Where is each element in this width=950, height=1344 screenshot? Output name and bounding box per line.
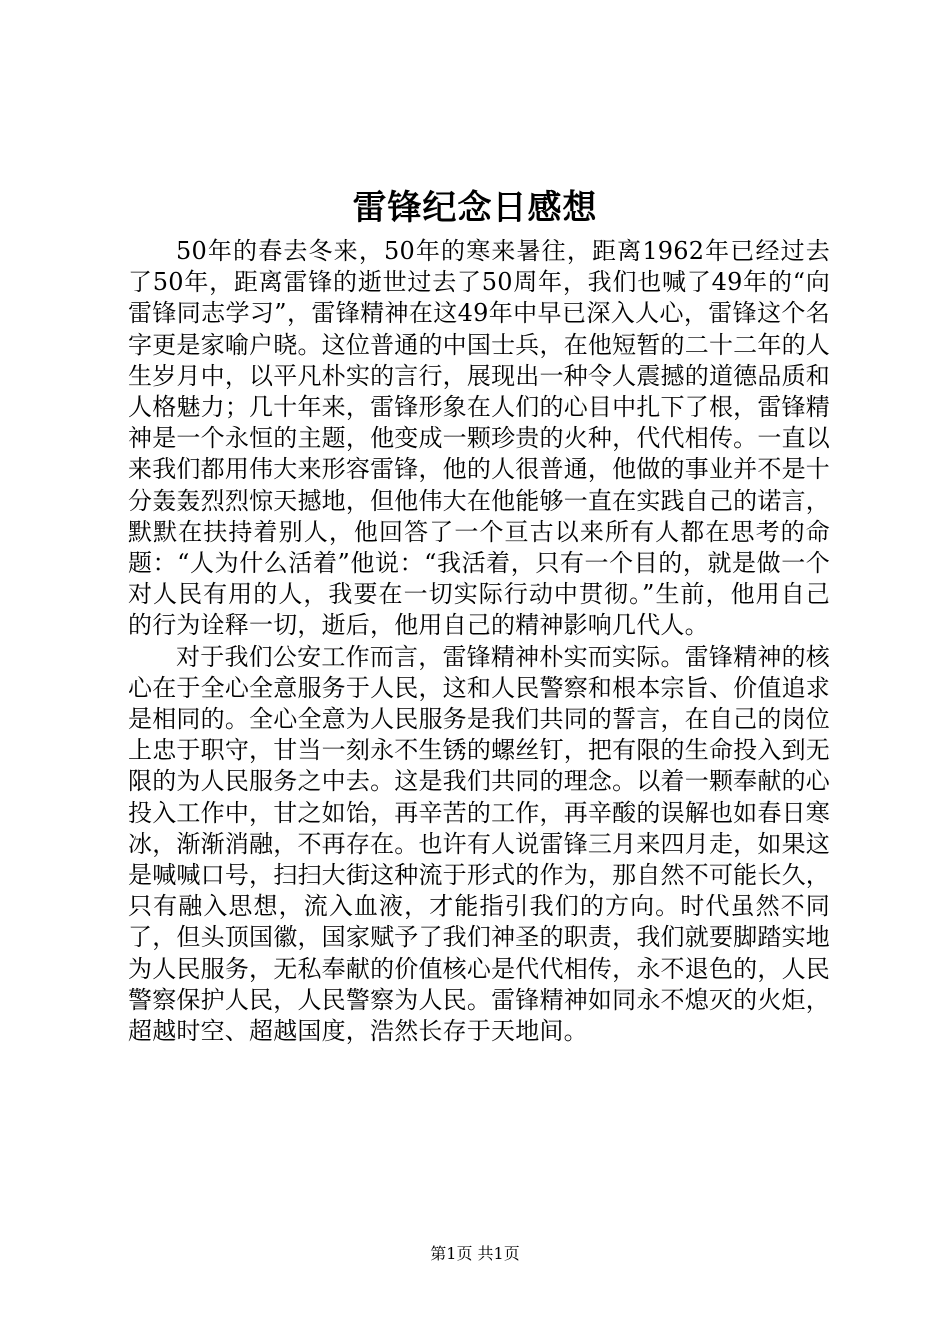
document-title: 雷锋纪念日感想: [352, 188, 598, 228]
page-footer: 第1页 共1页: [430, 1244, 520, 1263]
paragraph-1: 50年的春去冬来，50年的寒来暑往，距离1962年已经过去了50年，距离雷锋的逝世过去了50周年，我们也喊了49年的“向雷锋同志学习”，雷锋精神在这49年中早已深入人心，雷锋这个名字更是家喻户晓。这位普通的中国士兵，在他短暂的二十二年的人生岁月中，以平凡朴实的言行，展现出一种令人震撼的道德品质和人格魅力；几十年来，雷锋形象在人们的心目中扎下了根，雷锋精神是一个永恒的主题，他变成一颗珍贵的火种，代代相传。一直以来我们都用伟大来形容雷锋，他的人很普通，他做的事业并不是十分轰轰烈烈惊天撼地，但他伟大在他能够一直在实践自己的诺言，默默在扶持着别人，他回答了一个亘古以来所有人都在思考的命题：“人为什么活着”他说：“我活着，只有一个目的，就是做一个对人民有用的人，我要在一切实际行动中贯彻。”生前，他用自己的行为诠释一切，逝后，他用自己的精神影响几代人。: [128, 237, 830, 640]
document-body: [128, 236, 830, 1047]
paragraph-2: 对于我们公安工作而言，雷锋精神朴实而实际。雷锋精神的核心在于全心全意服务于人民，这和人民警察和根本宗旨、价值追求是相同的。全心全意为人民服务是我们共同的誓言，在自己的岗位上忠于职守，甘当一刻永不生锈的螺丝钉，把有限的生命投入到无限的为人民服务之中去。这是我们共同的理念。以着一颗奉献的心投入工作中，甘之如饴，再辛苦的工作，再辛酸的误解也如春日寒冰，渐渐消融，不再存在。也许有人说雷锋三月来四月走，如果这是喊喊口号，扫扫大街这种流于形式的作为，那自然不可能长久，只有融入思想，流入血液，才能指引我们的方向。时代虽然不同了，但头顶国徽，国家赋予了我们神圣的职责，我们就要脚踏实地为人民服务，无私奉献的价值核心是代代相传，永不退色的，人民警察保护人民，人民警察为人民。雷锋精神如同永不熄灭的火炬，超越时空、超越国度，浩然长存于天地间。: [128, 642, 830, 1046]
